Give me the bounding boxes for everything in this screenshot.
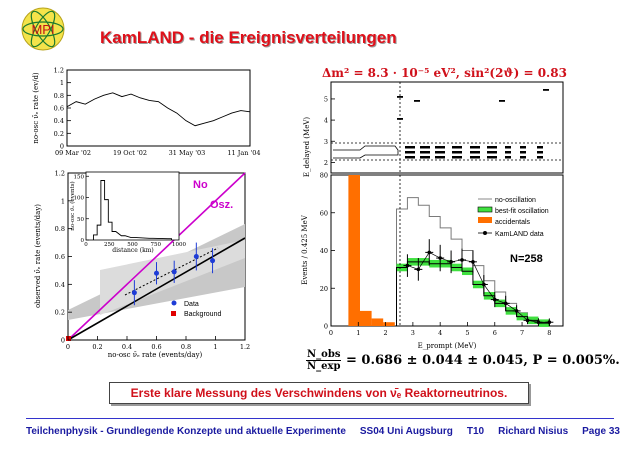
inset-ytick-label: 100: [73, 195, 84, 202]
delayed-event-cluster: [435, 156, 445, 159]
correlation-xtick-label: 0.6: [151, 343, 162, 351]
correlation-xtick-label: 0.4: [121, 343, 133, 351]
timeline-ytick-label: 0: [59, 142, 64, 151]
delayed-event-cluster: [505, 151, 511, 154]
delayed-event-cluster: [520, 151, 526, 154]
kamland-data-point: [537, 320, 541, 324]
data-point: [154, 271, 159, 276]
inset-ytick-label: 50: [77, 216, 84, 223]
legend-noosc-label: no-oscillation: [495, 197, 536, 204]
delayed-event-cluster: [520, 146, 526, 149]
slide-title: KamLAND - die Ereignisverteilungen: [100, 28, 397, 47]
data-point: [194, 254, 199, 259]
inset-xtick-label: 250: [104, 242, 115, 248]
delayed-event-cluster: [405, 146, 415, 149]
correlation-ytick-label: 0.2: [54, 308, 65, 317]
kamland-data-point: [471, 260, 475, 264]
kamland-data-point: [449, 260, 453, 264]
spectrum-xtick-label: 1: [356, 329, 361, 337]
delayed-event-cluster: [420, 151, 430, 154]
kamland-data-point: [406, 264, 410, 268]
footer-page: Page 33: [582, 426, 620, 437]
ratio-formula: [306, 349, 620, 372]
inset-xtick-label: 0: [84, 242, 88, 248]
inset-ylabel: no-osc ν̄ₑ (events): [70, 181, 76, 231]
delayed-event-cluster: [452, 146, 462, 149]
delayed-event-cluster: [405, 151, 415, 154]
inset-frame: [86, 172, 179, 240]
spectrum-xtick-label: 0: [328, 329, 334, 337]
spectrum-xlabel: E_prompt (MeV): [417, 342, 477, 350]
footer-course: Teilchenphysik - Grundlegende Konzepte und aktuelle Experimente: [26, 426, 346, 437]
delayed-event-cluster: [470, 151, 480, 154]
spectrum-xtick-label: 7: [519, 329, 525, 337]
delayed-event-cluster: [520, 156, 526, 159]
delayed-energy-plot: [303, 82, 563, 177]
spectrum-xtick-label: 8: [547, 329, 552, 337]
kamland-data-point: [417, 268, 421, 272]
kamland-data-point: [515, 309, 519, 313]
legend-kamland-label: KamLAND data: [495, 231, 544, 238]
legend-bestfit-label: best-fit oscillation: [495, 208, 549, 215]
delayed-event-cluster: [435, 146, 445, 149]
ratio-fraction: [306, 349, 341, 372]
data-point: [172, 269, 177, 274]
prompt-spectrum-plot: [301, 172, 563, 351]
accidentals-bar: [383, 322, 395, 326]
ratio-numerator: N_obs: [307, 349, 341, 360]
spectrum-ytick-label: 80: [319, 171, 328, 180]
correlation-ytick-label: 0: [60, 336, 65, 345]
event-count-label: N=258: [510, 253, 543, 265]
conclusion-box: Erste klare Messung des Verschwindens von ν̄ₑ Reaktorneutrinos.: [109, 382, 529, 404]
spectrum-ylabel: Events / 0.425 MeV: [301, 215, 309, 285]
inset-xtick-label: 1000: [172, 242, 186, 248]
delayed-ytick-label: 4: [323, 116, 328, 125]
correlation-xtick-label: 0.2: [92, 343, 103, 351]
delayed-event-cluster: [405, 156, 415, 159]
delayed-event-marker: [543, 89, 549, 91]
delayed-ylabel: E_delayed (MeV): [303, 116, 311, 178]
legend-data-label: Data: [184, 301, 199, 308]
correlation-ytick-label: 0.8: [54, 225, 65, 234]
no-osz-annotation-b: Osz.: [210, 199, 234, 211]
delayed-event-cluster: [420, 146, 430, 149]
delayed-event-cluster: [452, 156, 462, 159]
delayed-frame: [331, 82, 563, 173]
kamland-data-point: [482, 283, 486, 287]
delayed-event-cluster: [470, 146, 480, 149]
timeline-xtick-label: 19 Oct '02: [112, 149, 148, 157]
correlation-ytick-label: 1: [60, 197, 65, 206]
delayed-event-cluster: [505, 146, 511, 149]
inset-xtick-label: 750: [150, 242, 161, 248]
kamland-data-point: [427, 251, 431, 255]
timeline-ytick-label: 1.2: [53, 66, 64, 75]
spectrum-xtick-label: 4: [438, 329, 443, 337]
delayed-event-marker: [397, 118, 403, 120]
delayed-event-cluster: [420, 156, 430, 159]
spectrum-xtick-label: 5: [465, 329, 470, 337]
timeline-ytick-label: 0.4: [53, 117, 64, 126]
timeline-ytick-label: 0.8: [53, 91, 64, 100]
kamland-data-point: [504, 302, 508, 306]
correlation-ytick-label: 0.4: [54, 280, 65, 289]
spectrum-ytick-label: 20: [319, 284, 328, 293]
delayed-event-cluster: [470, 156, 480, 159]
legend-bestfit-marker: [478, 207, 492, 212]
inset-xtick-label: 500: [127, 242, 138, 248]
oscillation-parameters: Δm² = 8.3 · 10⁻⁵ eV², sin²(2ϑ) = 0.83: [322, 66, 567, 80]
rate-correlation-plot: [34, 170, 250, 360]
data-point: [210, 258, 215, 263]
ratio-result: = 0.686 ± 0.044 ± 0.045, P = 0.005%.: [346, 353, 620, 368]
footer-code: T10: [466, 426, 485, 437]
legend-accidentals-label: accidentals: [495, 219, 531, 226]
footer-divider: [26, 418, 614, 419]
footer: [26, 426, 620, 437]
timeline-ytick-label: 0.2: [53, 129, 64, 138]
legend-data-dot: [483, 231, 487, 235]
delayed-ytick-label: 3: [323, 137, 328, 146]
legend-data-marker: [172, 301, 177, 306]
delayed-event-cluster: [487, 156, 497, 159]
data-point: [132, 290, 137, 295]
accidentals-bar: [360, 311, 372, 326]
inset-ytick-label: 0: [80, 238, 84, 244]
delayed-event-cluster: [537, 156, 543, 159]
delayed-event-cluster: [487, 146, 497, 149]
logo-text: MPI: [31, 22, 55, 37]
footer-author: Richard Nisius: [498, 426, 569, 437]
ratio-denominator: N_exp: [307, 361, 341, 372]
legend-accidentals-marker: [478, 217, 492, 223]
delayed-event-cluster: [537, 146, 543, 149]
inset-ytick-label: 150: [73, 174, 84, 181]
kamland-data-point: [438, 256, 442, 260]
correlation-ytick-label: 0.6: [54, 253, 65, 261]
timeline-frame: [67, 70, 250, 146]
correlation-xtick-label: 0.8: [180, 343, 192, 351]
correlation-xtick-label: 1.2: [239, 343, 251, 351]
correlation-xtick-label: 0: [65, 343, 71, 351]
correlation-xlabel: no-osc ν̄ₑ rate (events/day): [107, 351, 203, 359]
kamland-data-point: [526, 319, 530, 323]
delayed-event-cluster: [435, 151, 445, 154]
spectrum-xtick-label: 2: [383, 329, 388, 337]
kamland-data-point: [493, 298, 497, 302]
spectrum-ytick-label: 60: [319, 209, 328, 218]
delayed-ytick-label: 5: [323, 95, 328, 104]
timeline-ytick-label: 0.6: [53, 104, 64, 113]
spectrum-xtick-label: 3: [410, 329, 415, 337]
delayed-event-marker: [499, 100, 505, 102]
delayed-event-cluster: [487, 151, 497, 154]
correlation-ylabel: observed ν̄ₑ rate (events/day): [34, 203, 42, 309]
delayed-event-marker: [397, 96, 403, 98]
timeline-ytick-label: 1: [59, 79, 64, 88]
delayed-event-cluster: [537, 151, 543, 154]
delayed-event-cluster: [505, 156, 511, 159]
timeline-xtick-label: 09 Mar '02: [54, 149, 92, 157]
spectrum-ytick-label: 0: [323, 322, 328, 331]
timeline-xtick-label: 11 Jan '04: [227, 149, 261, 157]
timeline-plot: [32, 67, 261, 158]
correlation-xtick-label: 1: [213, 343, 218, 351]
correlation-ytick-label: 1.2: [54, 169, 65, 178]
accidentals-bar: [372, 318, 384, 326]
spectrum-xtick-label: 6: [492, 329, 497, 337]
delayed-event-marker: [414, 100, 420, 102]
timeline-xtick-label: 31 May '03: [168, 149, 206, 157]
footer-term: SS04 Uni Augsburg: [359, 426, 453, 437]
kamland-data-point: [460, 258, 464, 262]
no-osz-annotation-a: No: [193, 179, 208, 191]
timeline-ylabel: no-osc ν̄ₑ rate (ev/d): [32, 72, 40, 144]
spectrum-ytick-label: 40: [319, 247, 328, 255]
legend-background-marker: [171, 311, 176, 316]
legend-background-label: Background: [184, 311, 222, 318]
delayed-event-cluster: [452, 151, 462, 154]
delayed-ytick-label: 2: [323, 158, 328, 167]
accidentals-bar: [348, 175, 360, 326]
inset-xlabel: distance (km): [112, 247, 154, 254]
